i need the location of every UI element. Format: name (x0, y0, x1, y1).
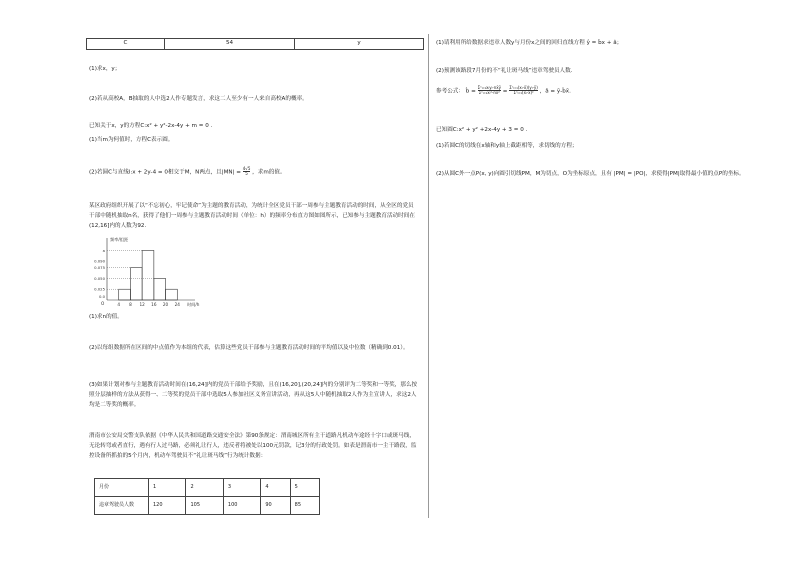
question-text: (2)预测该路段7月份的不“礼让斑马线”违章驾驶员人数. (436, 68, 573, 74)
y-axis-label: 频率/组距 (110, 237, 129, 242)
origin-label: O (101, 301, 105, 306)
question-text: (1)当m为何值时，方程C表示圆。 (89, 137, 174, 143)
question-text-part: ，求m的值。 (252, 169, 286, 176)
question-paragraph: 渭南市公安局交警支队依据《中华人民共和国道路交通安全法》第90条规定：渭南城区所有主干道路凡机动车途经十字口或斑马线，无论转弯或者直行，遇有行人过马路，必须礼让行人，违反者将被处以100元罚款，记3分的行政处罚。如表是渭南市一主干路段，监控设备所抓拍的5个月内，机动车驾驶员不“礼让斑马线”行为统计数据： (89, 433, 417, 459)
histogram-bar-5 (166, 289, 178, 300)
table-cell: 54 (165, 39, 295, 50)
histogram-bar-2 (130, 268, 142, 300)
formula-label: 参考公式： (436, 88, 464, 95)
table-cell: 4 (261, 479, 290, 497)
table-cell: 月份 (95, 479, 149, 497)
table-cell: 90 (261, 497, 290, 515)
table-cell: C (87, 39, 165, 50)
fraction-denominator: Σⁿᵢ₌₁xᵢ²-nx̄² (478, 90, 500, 96)
histogram-bar-3 (142, 250, 154, 300)
fraction-denominator: Σⁿᵢ₌₁(xᵢ-x̄)² (513, 90, 534, 96)
y-tick-label: a (102, 247, 105, 253)
table-cell: y (295, 39, 424, 50)
question-text: (2)若从高校A，B抽取的人中选2人作专题发言，求这二人至少有一人来自高校A的概率。 (89, 96, 308, 102)
table-row (95, 497, 320, 515)
formula-line (436, 86, 571, 96)
table-cell: 违章驾驶员人数 (95, 497, 149, 515)
table-row (95, 479, 320, 497)
x-tick-label: 16 (151, 302, 157, 307)
question-text (89, 167, 286, 177)
formula-symbol: ，â = ȳ-b̂x̄. (539, 88, 571, 95)
column-divider (428, 34, 429, 518)
question-text-part: (2)若圆C与直线l:x + 2y-4 = 0相交于M，N两点，且|MN| = (89, 169, 241, 176)
fraction-denominator: 5 (245, 171, 248, 177)
histogram-bar-1 (119, 289, 131, 300)
histogram-chart (89, 236, 205, 308)
y-tick-label: 0.025 (94, 286, 105, 292)
question-paragraph: (2)以每组数据所在区间的中点值作为本组的代表，估算这些党员干部参与主题教育活动时间的平均值以及中位数（精确到0.01）。 (89, 345, 409, 351)
formula-symbol: = (502, 88, 508, 95)
y-tick-label: 0.090 (94, 258, 105, 264)
fraction (243, 167, 251, 177)
question-text: (1)求n的值。 (89, 314, 123, 320)
fraction (509, 86, 538, 96)
x-tick-label: 4 (117, 302, 121, 307)
question-text: 已知关于x，y的方程C:x² + y²-2x-4y + m = 0 . (89, 123, 213, 129)
question-text: (1)求x，y； (89, 66, 121, 72)
x-tick-label: 20 (162, 302, 169, 307)
table-row (87, 39, 424, 50)
fraction-numerator: 4√5 (242, 166, 251, 171)
table-cell: 120 (149, 497, 186, 515)
x-tick-label: 24 (174, 302, 180, 307)
table-cell: 5 (290, 479, 319, 497)
question-paragraph: (3)如果计划对参与主题教育活动时间在(16,24]内的党员干部给予奖励，且在(16,20],(20,24]内的分别评为二等奖和一等奖，那么按照分层抽样的方法从获得一、二等奖的党员干部中选取5人参加社区义务宣讲活动，再从这5人中随机抽取2人作为主宣讲人，求这2人均是二等奖的概率。 (89, 382, 418, 408)
table-cell: 3 (223, 479, 260, 497)
y-tick-label: 0.050 (94, 275, 105, 281)
x-tick-label: 8 (129, 302, 132, 307)
top-table (86, 38, 424, 50)
y-tick-label: 0.0 (98, 293, 105, 299)
formula-symbol: b̂ = (465, 88, 476, 95)
fraction-numerator: Σⁿᵢ₌₁(xᵢ-x̄)(yᵢ-ȳ) (509, 85, 538, 90)
table-cell: 100 (223, 497, 260, 515)
question-paragraph: 某区政府组织开展了以“不忘初心，牢记使命”为主题的教育活动，为统计全区党员干部一周参与主题教育活动的时间，从全区的党员干部中随机抽取n名，获得了他们一周参与主题教育活动时间（单位：h）的频率分布直方图如图所示，已知参与主题教育活动时间在(12,16]内的人数为92. (89, 203, 415, 229)
question-text: 已知圆C:x² + y² +2x-4y + 3 = 0 . (436, 127, 528, 133)
fraction (478, 86, 501, 96)
x-tick-label: 12 (139, 302, 145, 307)
table-cell: 85 (290, 497, 319, 515)
table-cell: 1 (149, 479, 186, 497)
table-cell: 2 (186, 479, 223, 497)
table-cell: 105 (186, 497, 223, 515)
y-tick-label: 0.075 (94, 265, 105, 271)
question-paragraph: (2)从圆C外一点P(x, y)向圆引切线PM，M为切点，O为坐标原点，且有 |PM| = |PO|，求使得|PM|取得最小值的点P的坐标。 (436, 171, 745, 177)
fraction-numerator: Σⁿᵢ₌₁xᵢyᵢ-nx̄ȳ (477, 85, 502, 90)
histogram-bar-4 (154, 278, 166, 300)
question-text: (1)若圆C的切线在x轴和y轴上截距相等，求切线的方程； (436, 143, 578, 149)
violation-table (94, 478, 320, 515)
x-axis-label: 时间/h (187, 302, 200, 307)
question-text: (1)请利用所给数据求违章人数y与月份x之间的回归直线方程 ŷ = b̂x + â； (436, 40, 623, 46)
